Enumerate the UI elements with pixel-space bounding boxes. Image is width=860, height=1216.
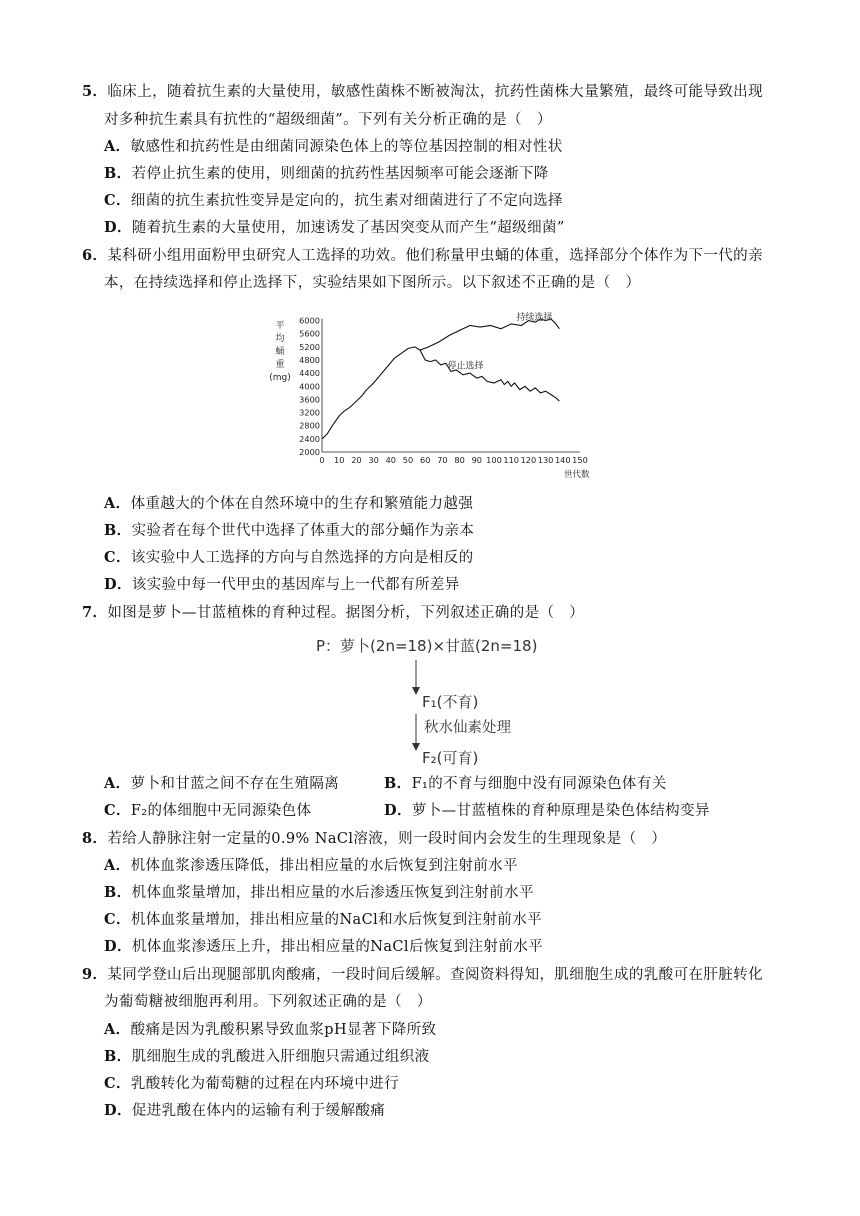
y-label-char: 重 [275,360,285,370]
q5-option-c[interactable]: C．细菌的抗生素抗性变异是定向的，抗生素对细菌进行了不定向选择 [104,192,563,209]
q6-option-b[interactable]: B．实验者在每个世代中选择了体重大的部分蛹作为亲本 [104,522,475,539]
question-6-line-1 [82,246,763,266]
question-7-line [82,603,584,623]
x-tick-label: 80 [454,455,465,465]
q7-option-d[interactable]: D．萝卜—甘蓝植株的育种原理是染色体结构变异 [384,802,710,819]
x-tick-label: 0 [319,455,325,465]
x-tick-label: 130 [537,455,554,465]
y-axis-label [269,320,291,383]
question-5-line-1 [82,82,763,102]
x-tick-label: 90 [471,455,483,465]
x-tick-label: 60 [419,455,431,465]
q8-option-c[interactable]: C．机体血浆量增加，排出相应量的NaCl和水后恢复到注射前水平 [104,911,543,928]
y-tick-label: 4800 [299,355,320,365]
question-5-number: 5． [82,83,108,100]
question-6-stem-2: 本，在持续选择和停止选择下，实验结果如下图所示。以下叙述不正确的是（ ） [104,275,641,291]
q6-option-a[interactable]: A．体重越大的个体在自然环境中的生存和繁殖能力越强 [104,495,474,512]
question-5-stem-2: 对多种抗生素具有抗性的“超级细菌”。下列有关分析正确的是（ ） [104,112,552,128]
question-5-stem-1: 临床上，随着抗生素的大量使用，敏感性菌株不断被淘汰，抗药性菌株大量繁殖，最终可能导致出现 [107,84,763,100]
q7-option-c[interactable]: C．F₂的体细胞中无同源染色体 [104,802,312,819]
question-9-number: 9． [82,966,108,983]
arrow-2-head [412,743,420,751]
question-9-stem-1: 某同学登山后出现腿部肌肉酸痛，一段时间后缓解。查阅资料得知，肌细胞生成的乳酸可在肝脏转化 [107,967,763,983]
x-axis-label: 世代数 [564,470,590,480]
x-tick-label: 50 [402,455,414,465]
colchicine-treatment-label: 秋水仙素处理 [424,720,511,736]
parent-cross-label: P：萝卜(2n=18)×甘蓝(2n=18) [316,637,538,655]
q8-option-b[interactable]: B．机体血浆量增加，排出相应量的水后渗透压恢复到注射前水平 [104,884,534,901]
x-tick-label: 110 [503,455,520,465]
series-label-stopped: 停止选择 [447,361,484,372]
series-label-continuous: 持续选择 [516,312,553,323]
question-8-line [82,829,666,849]
question-8-number: 8． [82,830,108,847]
x-tick-label: 10 [333,455,345,465]
breeding-diagram [310,630,570,770]
y-tick-label: 5200 [299,341,320,352]
q5-option-d[interactable]: D．随着抗生素的大量使用，加速诱发了基因突变从而产生“超级细菌” [104,219,565,236]
y-tick-label: 4400 [299,368,320,379]
pupa-weight-chart [262,306,602,484]
y-tick-label: 2000 [299,447,320,457]
y-tick-label: 4000 [299,381,320,392]
y-label-char: 平 [275,321,285,331]
series-line-0 [322,319,559,439]
q5-option-a[interactable]: A．敏感性和抗药性是由细菌同源染色体上的等位基因控制的相对性状 [104,138,563,155]
y-tick-label: 5600 [299,328,320,339]
x-tick-label: 70 [437,455,448,465]
question-6-number: 6． [82,247,108,264]
y-tick-label: 2800 [299,420,320,431]
y-tick-label: 6000 [299,315,320,326]
arrow-1-head [412,687,420,695]
y-axis-ticks [299,316,320,457]
x-tick-label: 20 [351,455,362,465]
x-tick-label: 100 [486,455,502,465]
x-axis-ticks [319,455,587,465]
question-7-stem: 如图是萝卜—甘蓝植株的育种过程。据图分析，下列叙述正确的是（ ） [107,605,585,621]
question-9-line-1 [82,965,763,985]
x-tick-label: 150 [572,455,588,465]
y-tick-label: 3600 [299,394,320,405]
y-label-char: (mg) [269,373,291,383]
x-tick-label: 30 [368,455,379,465]
q8-option-d[interactable]: D．机体血浆渗透压上升，排出相应量的NaCl后恢复到注射前水平 [104,938,544,955]
q8-option-a[interactable]: A．机体血浆渗透压降低，排出相应量的水后恢复到注射前水平 [104,857,518,874]
series-line-1 [420,350,559,401]
q9-option-b[interactable]: B．肌细胞生成的乳酸进入肝细胞只需通过组织液 [104,1048,430,1065]
q9-option-c[interactable]: C．乳酸转化为葡萄糖的过程在内环境中进行 [104,1075,400,1092]
question-9-stem-2: 为葡萄糖被细胞再利用。下列叙述正确的是（ ） [104,994,432,1010]
q9-option-a[interactable]: A．酸痛是因为乳酸积累导致血浆pH显著下降所致 [104,1021,437,1038]
x-tick-label: 40 [385,455,397,465]
x-tick-label: 120 [520,455,537,465]
q5-option-b[interactable]: B．若停止抗生素的使用，则细菌的抗药性基因频率可能会逐渐下降 [104,165,549,182]
y-tick-label: 2400 [299,433,320,444]
q6-option-c[interactable]: C．该实验中人工选择的方向与自然选择的方向是相反的 [104,549,474,566]
y-label-char: 均 [275,334,285,344]
question-7-number: 7． [82,604,108,621]
series-lines [322,319,559,439]
x-tick-label: 140 [554,455,571,465]
q7-option-b[interactable]: B．F₁的不育与细胞中没有同源染色体有关 [384,775,667,792]
question-8-stem: 若给人静脉注射一定量的0.9% NaCl溶液，则一段时间内会发生的生理现象是（ ） [107,831,667,847]
f2-label: F₂(可育) [422,749,479,767]
y-tick-label: 3200 [299,407,320,418]
q7-option-a[interactable]: A．萝卜和甘蓝之间不存在生殖隔离 [104,775,340,792]
question-6-stem-1: 某科研小组用面粉甲虫研究人工选择的功效。他们称量甲虫蛹的体重，选择部分个体作为下一代的亲 [107,248,763,264]
q6-option-d[interactable]: D．该实验中每一代甲虫的基因库与上一代都有所差异 [104,576,460,593]
q9-option-d[interactable]: D．促进乳酸在体内的运输有利于缓解酸痛 [104,1102,386,1119]
f1-label: F₁(不育) [422,693,479,711]
y-label-char: 蛹 [275,347,285,357]
